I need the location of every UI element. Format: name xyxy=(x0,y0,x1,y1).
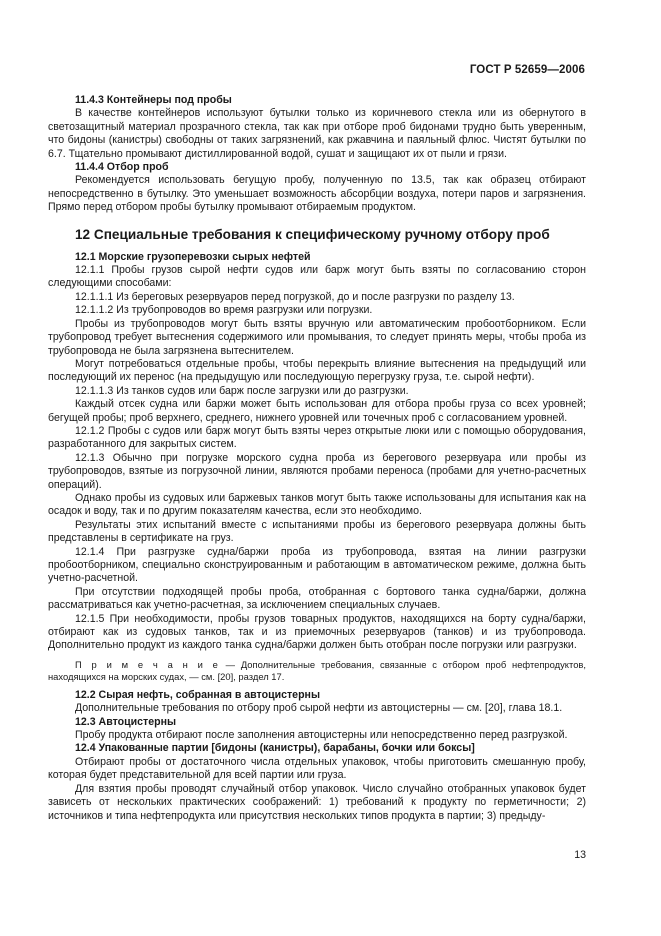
document-header-id: ГОСТ Р 52659—2006 xyxy=(469,64,585,76)
note-label: П р и м е ч а н и е xyxy=(75,658,220,670)
section-heading-12-3: 12.3 Автоцистерны xyxy=(75,715,177,728)
section-heading-12-2: 12.2 Сырая нефть, собранная в автоцистерны xyxy=(75,688,320,701)
paragraph: 12.1.1.3 Из танков судов или барж после загрузки или до разгрузки. xyxy=(75,384,409,397)
paragraph: 12.1.3 Обычно при погрузке морского судна проба из берегового резервуара или пробы из трубопроводов, взятые из погрузочной линии, являются пробами переноса (пробами для учетно-расчетных операций). xyxy=(48,451,586,491)
section-heading-11-4-3: 11.4.3 Контейнеры под пробы xyxy=(75,94,232,106)
page-content xyxy=(48,94,586,823)
paragraph: При отсутствии подходящей пробы проба, отобранная с бортового танка судна/баржи, должна рассматриваться как учетно-расчетная, за исключением специальных случаев. xyxy=(48,585,586,612)
paragraph: Дополнительные требования по отбору проб сырой нефти из автоцистерны — см. [20], глава 18.1. xyxy=(75,702,563,715)
paragraph: 12.1.2 Пробы с судов или барж могут быть взяты через открытые люки или с помощью оборудования, разработанного для закрытых систем. xyxy=(48,424,586,451)
page-number: 13 xyxy=(574,849,586,861)
paragraph: 12.1.1.2 Из трубопроводов во время разгрузки или погрузки. xyxy=(75,304,373,317)
paragraph: В качестве контейнеров используют бутылки только из коричневого стекла или из обернутого в светозащитный материал прозрачного стекла, так как при отборе проб бидонами трудно быть уверенным, что бидоны (канистры) свободны от таких загрязнений, как ржавчина и паяльный флюс. Чистят бутылки по 6.7. Тщательно промывают дистиллированной водой, сушат и защищают их от пыли и грязи. xyxy=(48,107,586,160)
section-heading-11-4-4: 11.4.4 Отбор проб xyxy=(75,161,169,174)
paragraph: Для взятия пробы проводят случайный отбор упаковок. Число случайно отобранных упаковок будет зависеть от нескольких практических соображений: 1) требований к продукту по герметичности; 2) источников и типа нефтепродукта или присутствия нескольких типов продукта в партии; 3) предыду- xyxy=(48,782,586,822)
paragraph: Пробы из трубопроводов могут быть взяты вручную или автоматическим пробоотборником. Если трубопровод требует вытеснения содержимого или промывания, то следует принять меры, чтобы проба из трубопровода не была загрязнена вытеснителем. xyxy=(48,317,586,357)
paragraph: 12.1.5 При необходимости, пробы грузов товарных продуктов, находящихся на борту судна/баржи, отбирают как из судовых танков, так и из приемочных резервуаров (танков) и из трубопровода. Дополнительно продукт из каждого танка судна/баржи должен быть отобран после погрузки или разгрузки. xyxy=(48,612,586,652)
paragraph: Отбирают пробы от достаточного числа отдельных упаковок, чтобы приготовить смешанную пробу, которая будет представительной для всей партии или груза. xyxy=(48,755,586,782)
paragraph: Результаты этих испытаний вместе с испытаниями пробы из берегового резервуара должны быть представлены в сертификате на груз. xyxy=(48,518,586,545)
paragraph: 12.1.4 При разгрузке судна/баржи проба из трубопровода, взятая на линии разгрузки пробоотборником, специально сконструированным и работающим в автоматическом режиме, должна быть учетно-расчетной. xyxy=(48,545,586,585)
note-text: — Дополнительные требования, связанные с отбором проб нефтепродуктов, находящихся на морских судах, — см. [20], раздел 17. xyxy=(48,658,586,682)
note xyxy=(48,659,586,683)
paragraph: Пробу продукта отбирают после заполнения автоцистерны или непосредственно перед разгрузкой. xyxy=(75,729,568,742)
section-heading-12-4: 12.4 Упакованные партии [бидоны (канистры), барабаны, бочки или боксы] xyxy=(75,742,475,755)
paragraph: 12.1.1.1 Из береговых резервуаров перед погрузкой, до и после разгрузки по разделу 13. xyxy=(75,290,515,303)
section-heading-12-1: 12.1 Морские грузоперевозки сырых нефтей xyxy=(75,250,311,263)
paragraph: Однако пробы из судовых или баржевых танков могут быть также использованы для испытания как на осадок и воду, так и по другим показателям качества, если это необходимо. xyxy=(48,491,586,518)
paragraph: 12.1.1 Пробы грузов сырой нефти судов или барж могут быть взяты по согласованию сторон следующими способами: xyxy=(48,264,586,290)
paragraph: Каждый отсек судна или баржи может быть использован для отбора пробы груза со всех уровней; бегущей пробы; проб верхнего, среднего, нижнего уровней или точечных проб с согласованием уровней. xyxy=(48,398,586,424)
chapter-heading-12: 12 Специальные требования к специфическому ручному отбору проб xyxy=(75,226,550,242)
paragraph: Рекомендуется использовать бегущую пробу, полученную по 13.5, так как образец отбирают непосредственно в бутылку. Это уменьшает возможность абсорбции воздуха, потери паров и загрязнения. Прямо перед отбором пробы бутылку промывают отбираемым продуктом. xyxy=(48,174,586,214)
paragraph: Могут потребоваться отдельные пробы, чтобы перекрыть влияние вытеснения на предыдущий или последующий их перенос (на предыдущую или последующую перегрузку груза, т.е. сырой нефти). xyxy=(48,357,586,384)
